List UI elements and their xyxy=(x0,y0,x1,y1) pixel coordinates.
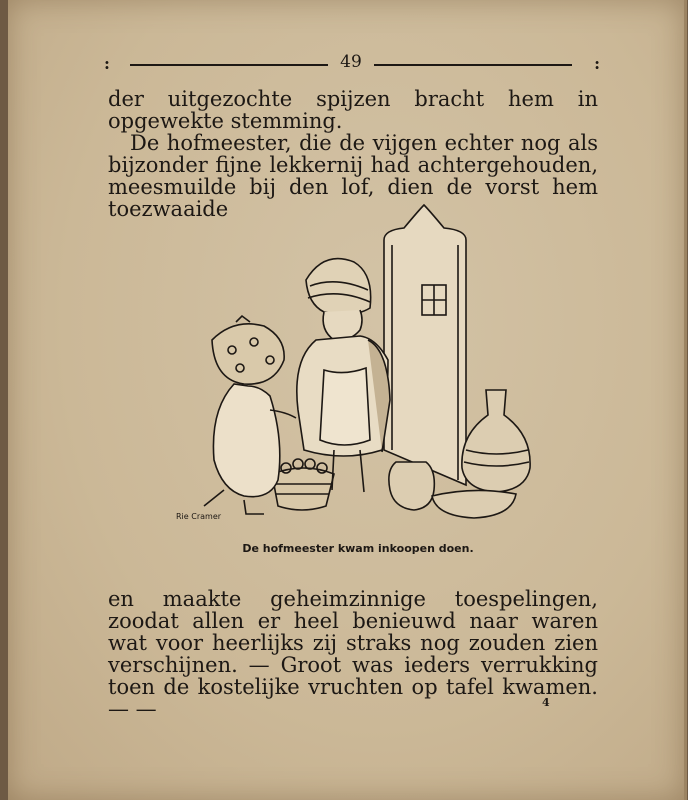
book-page xyxy=(8,0,687,800)
text-paragraph-1: der uitgezochte spijzen bracht hem in opgewekte stemming. xyxy=(108,87,598,133)
illustration-drawing xyxy=(174,200,554,530)
printer-signature-mark: 4 xyxy=(542,696,550,709)
header-rule-right xyxy=(374,64,572,66)
header-rule-left xyxy=(130,64,328,66)
page-header xyxy=(104,52,600,76)
bottom-text-block xyxy=(108,588,598,720)
page-number: 49 xyxy=(340,52,362,72)
header-ornament-right: : xyxy=(594,54,600,73)
text-paragraph-3: en maakte geheimzinnige toespelingen, zoodat allen er heel benieuwd naar waren wat voor heerlijks zij straks nog zouden zien verschijnen. — Groot was ieders verrukking toen de kostelijke vruchten op tafel kwamen. — — xyxy=(108,587,598,721)
header-ornament-left: : xyxy=(104,54,110,73)
text-paragraph-2: De hofmeester, die de vijgen echter nog als bijzonder fijne lekkernij had achtergehouden, meesmuilde bij den lof, dien de vorst hem toezwaaide xyxy=(108,131,598,221)
artist-signature: Rie Cramer xyxy=(176,512,222,521)
illustration xyxy=(174,200,554,530)
illustration-caption: De hofmeester kwam inkoopen doen. xyxy=(242,542,474,555)
